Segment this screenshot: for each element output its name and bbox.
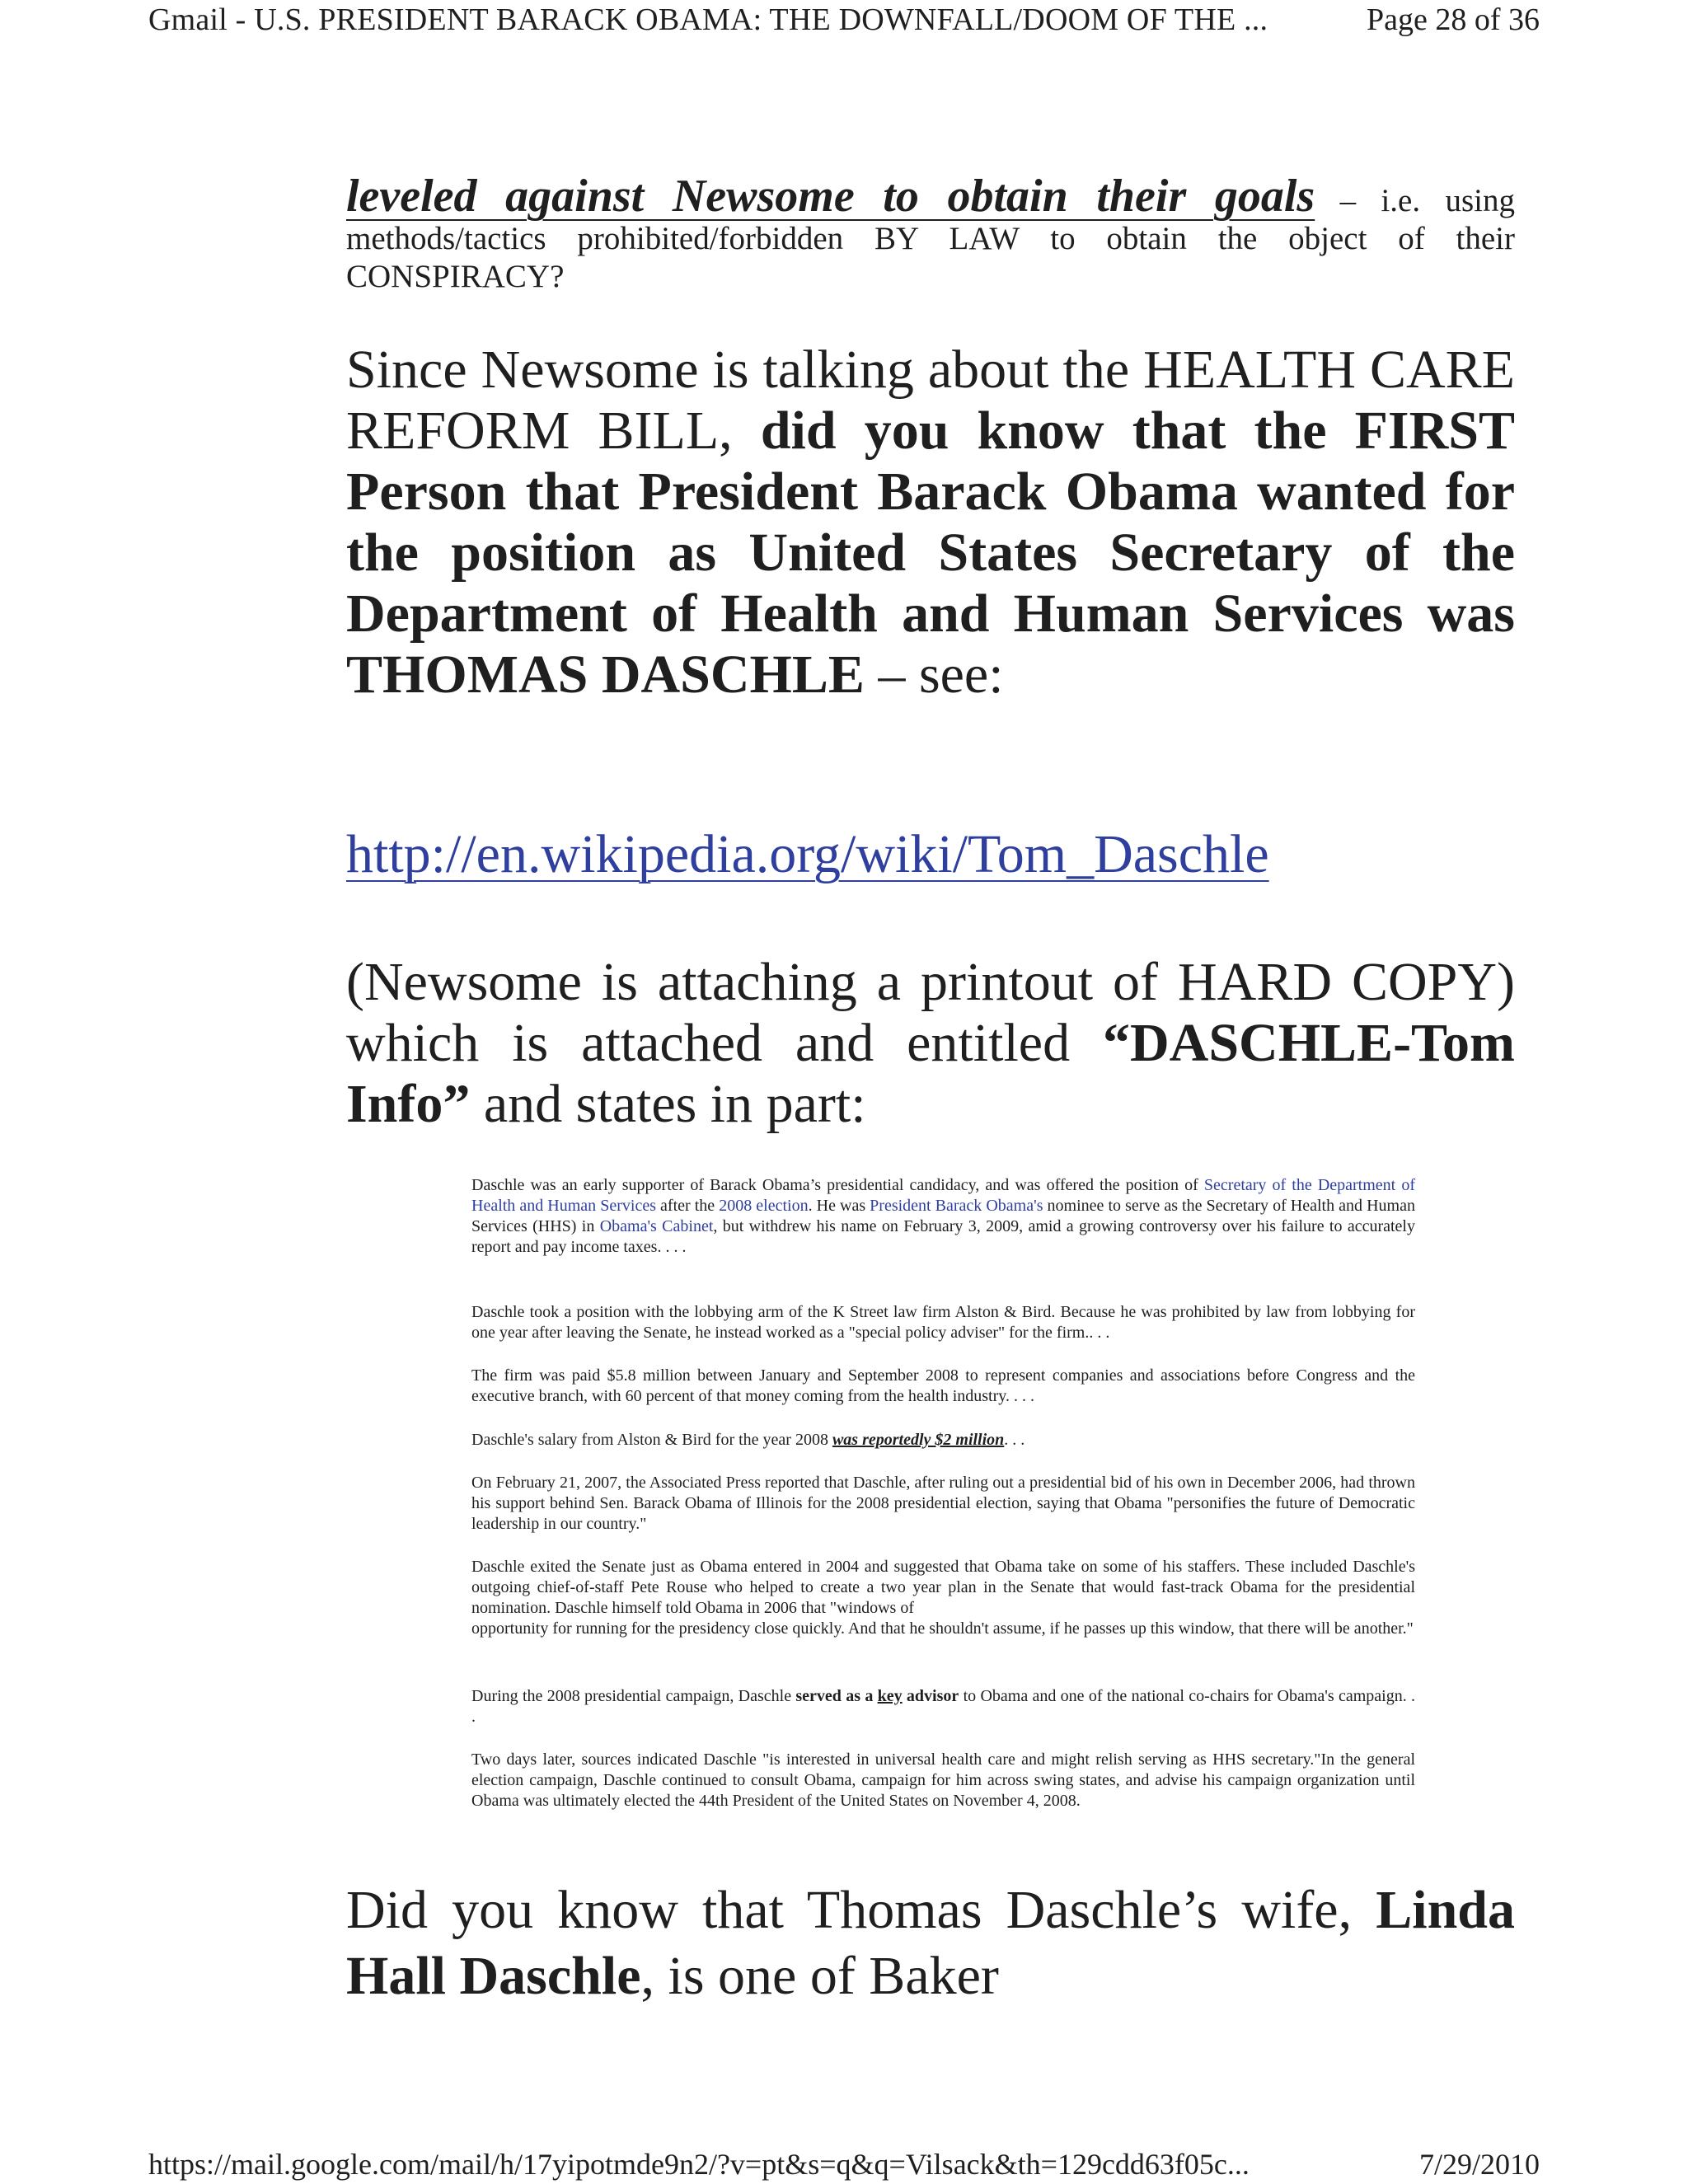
paragraph-attachment (346, 952, 1515, 1135)
paragraph-daschle-wife (346, 1877, 1515, 2009)
quote-text: nominee to serve as the Secretary of Health and Human Services (HHS) in (471, 1197, 1415, 1235)
bold-text-attachment-title: “DASCHLE-Tom Info” (346, 1013, 1515, 1134)
link-secretary-hhs[interactable]: Secretary of the Department of Health and Human Services (471, 1176, 1415, 1215)
quote-text: During the 2008 presidential campaign, Daschle (471, 1687, 796, 1705)
paragraph-text: and states in part: (470, 1074, 866, 1134)
quote-paragraph: The firm was paid $5.8 million between January and September 2008 to represent companies and associations before Congress and the executive branch, with 60 percent of that money coming from the health industry. . . . (471, 1366, 1415, 1405)
link-president-obama[interactable]: President Barack Obama's (870, 1197, 1043, 1215)
paragraph-health-care (346, 340, 1515, 705)
bold-text: advisor (902, 1687, 959, 1705)
paragraph-text: Did you know that Thomas Daschle’s wife, (346, 1880, 1376, 1940)
quote-text: , but withdrew his name on February 3, 2009, amid a growing controversy over his failure to accurately report and pay income taxes. . . . (471, 1217, 1415, 1256)
bold-text-linda-hall-daschle: Linda Hall Daschle (346, 1880, 1515, 2006)
paragraph-text: , is one of Baker (640, 1946, 999, 2006)
quote-paragraph: Two days later, sources indicated Daschle "is interested in universal health care and might relish serving as HHS secretary."In the general election campaign, Daschle continued to consult Obama, campaign for him across swing states, and advise his campaign organization until Obama was ultimately elected the 44th President of the United States on November 4, 2008. (471, 1750, 1415, 1810)
quote-text: to Obama and one of the national co-chairs for Obama's campaign. . . (471, 1687, 1416, 1726)
quote-text: opportunity for running for the presidency close quickly. And that he shouldn't assume, if he passes up this window, that there will be another." (471, 1619, 1414, 1638)
page-header-title: Gmail - U.S. PRESIDENT BARACK OBAMA: THE DOWNFALL/DOOM OF THE ... (148, 2, 1268, 37)
wikipedia-link[interactable]: http://en.wikipedia.org/wiki/Tom_Daschle (346, 824, 1269, 884)
bold-text: served as a (795, 1687, 878, 1705)
paragraph-text: Since Newsome is talking about the HEALTH CARE REFORM BILL, (346, 340, 1515, 461)
bold-underlined-text: key (877, 1687, 903, 1705)
quote-paragraph (471, 1430, 1415, 1451)
quote-paragraph (471, 1557, 1415, 1639)
quote-text: . . . (1004, 1431, 1025, 1449)
paragraph-text: – i.e. using methods/tactics prohibited/forbidden BY LAW to obtain the object of their CONSPIRACY? (346, 183, 1515, 294)
quote-paragraph (471, 1686, 1415, 1727)
quote-text: Daschle's salary from Alston & Bird for the year 2008 (471, 1431, 832, 1449)
bold-text-daschle-nomination: did you know that the FIRST Person that President Barack Obama wanted for the position as United States Secretary of the Department of Health and Human Services was THOMAS DASCHLE (346, 401, 1516, 705)
quote-text: Daschle exited the Senate just as Obama entered in 2004 and suggested that Obama take on some of his staffers. These included Daschle's outgoing chief-of-staff Pete Rouse who helped to create a two year plan in the Senate that would fast-track Obama for the presidential nomination. Daschle himself told Obama in 2006 that "windows of (471, 1558, 1415, 1617)
quote-paragraph: Daschle took a position with the lobbying arm of the K Street law firm Alston & Bird. Because he was prohibited by law from lobbying for one year after leaving the Senate, he instead worked as a "special policy adviser" for the firm.. . . (471, 1303, 1415, 1342)
paragraph-text: – see: (864, 644, 1004, 705)
quote-paragraph: On February 21, 2007, the Associated Press reported that Daschle, after ruling out a presidential bid of his own in December 2006, had thrown his support behind Sen. Barack Obama of Illinois for the 2008 presidential election, saying that Obama "personifies the future of Democratic leadership in our country." (471, 1474, 1415, 1533)
page-footer-date: 7/29/2010 (1418, 2148, 1540, 2181)
paragraph-conspiracy-question (346, 171, 1515, 296)
emphasis-salary: was reportedly $2 million (832, 1431, 1005, 1449)
emphasis-leveled-against: leveled against Newsome to obtain their goals (346, 171, 1315, 222)
quote-paragraph (471, 1175, 1415, 1258)
link-obamas-cabinet[interactable]: Obama's Cabinet (599, 1217, 714, 1235)
quote-text: Daschle was an early supporter of Barack Obama’s presidential candidacy, and was offered the position of (471, 1176, 1204, 1194)
quote-text: . He was (808, 1197, 870, 1215)
quote-text: after the (655, 1197, 720, 1215)
link-2008-election[interactable]: 2008 election (719, 1197, 809, 1215)
page-number: Page 28 of 36 (1366, 2, 1540, 37)
page-footer-url: https://mail.google.com/mail/h/17yipotmde9n2/?v=pt&s=q&q=Vilsack&th=129cdd63f05c... (148, 2148, 1250, 2181)
paragraph-text: (Newsome is attaching a printout of HARD COPY) which is attached and entitled (346, 952, 1515, 1073)
